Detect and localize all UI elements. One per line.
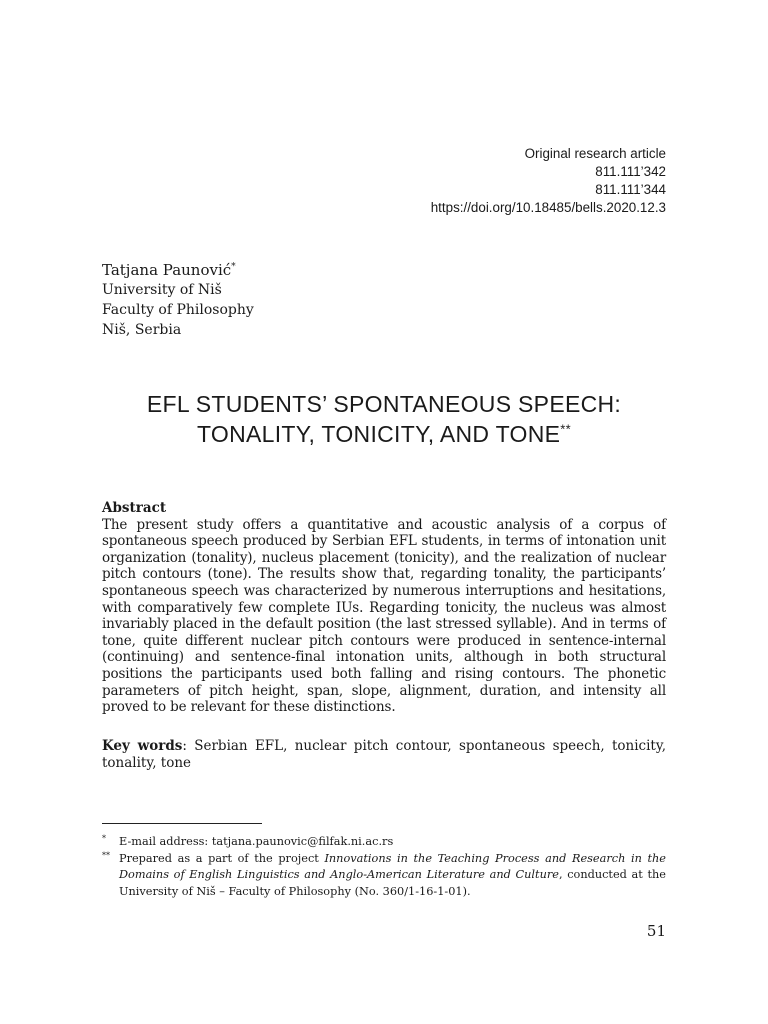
footnotes (102, 834, 666, 900)
keywords-label: Key words (102, 738, 183, 754)
author-name: Tatjana Paunović (102, 261, 232, 279)
footnote-email (102, 834, 666, 851)
author-footnote-marker: * (231, 262, 236, 272)
author-block (102, 260, 254, 340)
keywords-section (102, 738, 666, 772)
footnote-marker-2: ** (102, 850, 110, 860)
footnote-project-prefix: Prepared as a part of the project (119, 851, 325, 865)
abstract-body: The present study offers a quantitative and acoustic analysis of a corpus of spontaneous speech produced by Serbian EFL students, in terms of intonation unit organization (tonality), nucleus placement (tonicity), and the realization of nuclear pitch contours (tone). The results show that, regarding tonality, the participants’ spontaneous speech was characterized by numerous interruptions and hesitations, with comparatively few complete IUs. Regarding tonicity, the nucleus was almost invariably placed in the default position (the last stressed syllable). And in terms of tone, quite different nuclear pitch contours were produced in sentence-internal (continuing) and sentence-final intonation units, although in both structural positions the participants used both falling and rising contours. The phonetic parameters of pitch height, span, slope, alignment, duration, and intensity all proved to be relevant for these distinctions. (102, 516, 666, 716)
article-type: Original research article (524, 146, 666, 161)
footnote-project (102, 851, 666, 901)
paper-title (80, 389, 688, 449)
title-line-2-wrap (80, 419, 688, 449)
affiliation-location: Niš, Serbia (102, 322, 182, 338)
affiliation-university: University of Niš (102, 282, 222, 298)
footnote-email-text: E-mail address: tatjana.paunovic@filfak.ni.ac.rs (119, 835, 394, 848)
affiliation-faculty: Faculty of Philosophy (102, 302, 254, 318)
title-footnote-marker: ** (560, 421, 572, 437)
keywords-text: : Serbian EFL, nuclear pitch contour, spontaneous speech, tonicity, tonality, tone (102, 738, 666, 771)
footnote-project-text (119, 851, 666, 901)
title-line-1: EFL STUDENTS’ SPONTANEOUS SPEECH: (146, 391, 622, 417)
udc-code-1: 811.111’342 (595, 164, 666, 179)
footnote-project-title: Innovations in the Teaching Process and Research in the Domains of English Linguistics and Anglo-American Literature and Culture (119, 851, 666, 881)
abstract-section (102, 500, 666, 716)
abstract-heading: Abstract (102, 500, 167, 516)
title-line-2: TONALITY, TONICITY, AND TONE (196, 421, 561, 447)
footnote-project-suffix: , conducted at the University of Niš – Faculty of Philosophy (No. 360/1-16-1-01). (119, 868, 666, 898)
doi-link[interactable]: https://doi.org/10.18485/bells.2020.12.3 (430, 200, 666, 215)
udc-code-2: 811.111’344 (595, 182, 666, 197)
footnote-divider (102, 823, 262, 824)
author-name-line (102, 260, 254, 280)
footnote-marker-1: * (102, 834, 106, 843)
article-metadata (431, 145, 666, 217)
page-number: 51 (646, 922, 666, 940)
